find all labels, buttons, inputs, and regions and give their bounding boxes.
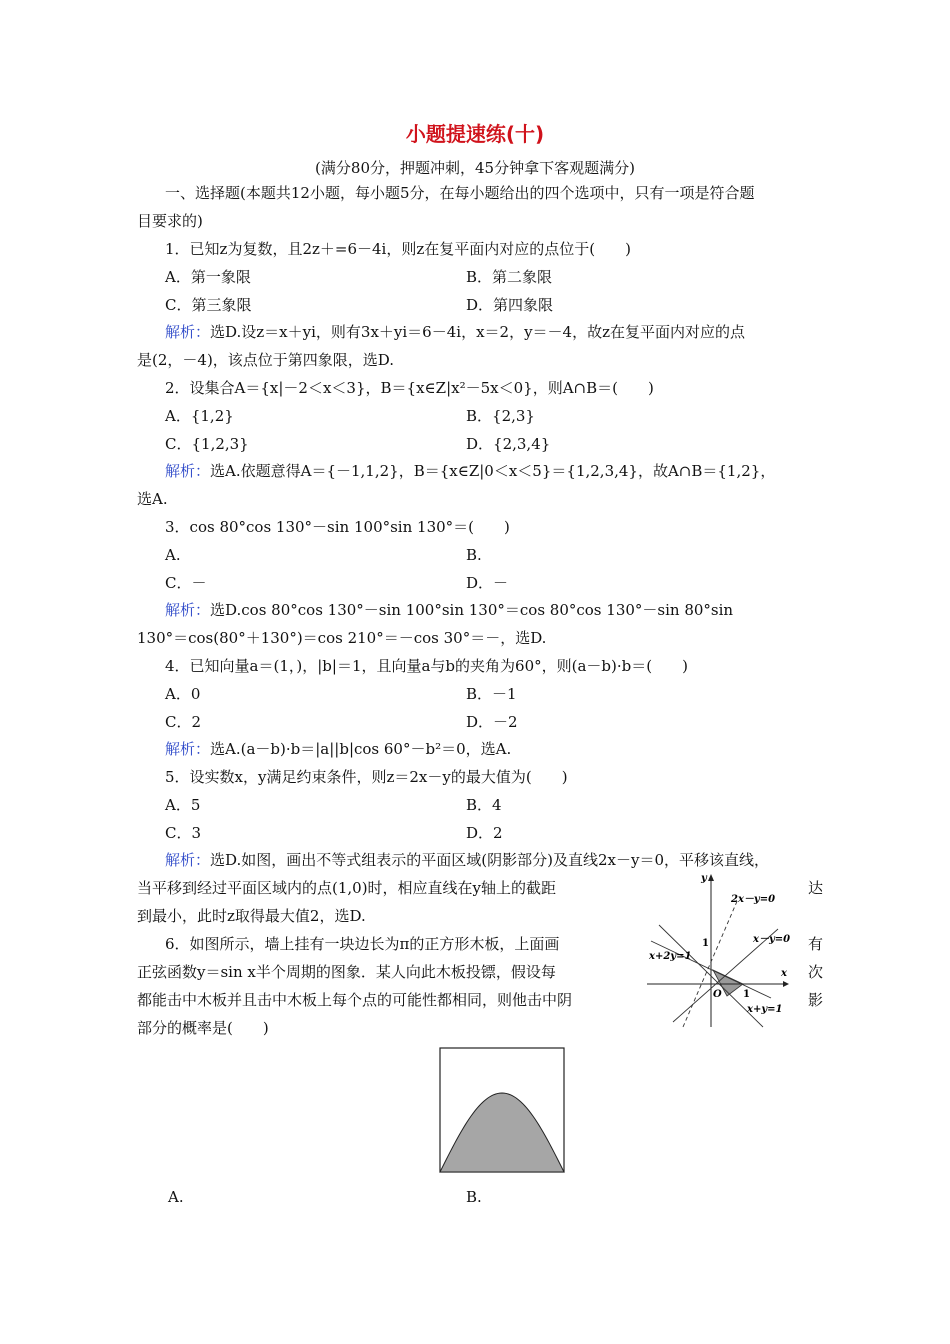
q4-option-d: D．－2 <box>466 713 518 731</box>
q5-solution-end: 到最小，此时z取得最大值2，选D. <box>137 907 366 925</box>
q5-option-b: B．4 <box>466 796 502 814</box>
q3-option-c: C．－ <box>165 574 207 592</box>
line-label-x-y: x－y=0 <box>753 934 791 945</box>
q5-solution-cont: 当平移到经过平面区域内的点(1,0)时，相应直线在y轴上的截距 <box>137 879 557 897</box>
x-tick-1: 1 <box>743 989 750 1000</box>
section-heading-cont: 目要求的) <box>137 212 203 230</box>
q5-solution-text: 选D.如图，画出不等式组表示的平面区域(阴影部分)及直线2x－y＝0，平移该直线， <box>210 851 770 869</box>
q2-stem: 2．设集合A＝{x|－2＜x＜3}，B＝{x∈Z|x²－5x＜0}，则A∩B＝( ) <box>165 379 654 397</box>
y-tick-1: 1 <box>702 938 709 949</box>
line-label-x+2y: x+2y=1 <box>649 951 692 962</box>
q3-stem: 3．cos 80°cos 130°－sin 100°sin 130°＝( ) <box>165 518 510 536</box>
x-axis-label: x <box>781 968 787 979</box>
q3-option-a: A. <box>165 546 181 564</box>
q3-solution-cont: 130°＝cos(80°＋130°)＝cos 210°＝－cos 30°＝－，选D. <box>137 629 547 647</box>
q6-stem-tail: 有 <box>808 935 824 953</box>
q5-option-c: C．3 <box>165 824 202 842</box>
jiexi-label: 解析： <box>165 462 211 480</box>
q1-option-a: A．第一象限 <box>165 268 251 286</box>
q4-option-b: B．－1 <box>466 685 517 703</box>
q5-option-a: A．5 <box>165 796 201 814</box>
q6-stem-end: 部分的概率是( ) <box>137 1019 269 1037</box>
q1-option-b: B．第二象限 <box>466 268 553 286</box>
q1-solution-cont: 是(2，－4)，该点位于第四象限，选D. <box>137 351 395 369</box>
feasible-region-figure <box>643 867 793 1032</box>
page-subtitle: (满分80分，押题冲刺，45分钟拿下客观题满分) <box>315 159 635 177</box>
q6-option-a: A. <box>168 1188 184 1206</box>
x-axis-arrow <box>783 981 789 987</box>
q2-solution-cont: 选A. <box>137 490 168 508</box>
jiexi-label: 解析： <box>165 601 211 619</box>
q3-solution-text: 选D.cos 80°cos 130°－sin 100°sin 130°＝cos 80°cos 130°－sin 80°sin <box>210 601 734 619</box>
q2-option-c: C．{1,2,3} <box>165 435 249 453</box>
y-axis-label: y <box>701 873 707 884</box>
q2-solution <box>165 461 775 481</box>
q6-stem-cont-tail: 次 <box>808 963 824 981</box>
q6-stem-cont2: 都能击中木板并且击中木板上每个点的可能性都相同，则他击中阴 <box>137 991 573 1009</box>
q5-option-d: D．2 <box>466 824 503 842</box>
q1-solution-text: 选D.设z＝x＋yi，则有3x＋yi＝6－4i，x＝2，y＝－4，故z在复平面内对应的点 <box>210 323 745 341</box>
q1-option-c: C．第三象限 <box>165 296 252 314</box>
q2-option-b: B．{2,3} <box>466 407 535 425</box>
jiexi-label: 解析： <box>165 851 211 869</box>
line-label-2x-y: 2x－y=0 <box>731 894 776 905</box>
q4-solution-text: 选A.(a－b)·b＝|a||b|cos 60°－b²＝0，选A. <box>210 740 512 758</box>
q2-option-d: D．{2,3,4} <box>466 435 551 453</box>
jiexi-label: 解析： <box>165 740 211 758</box>
line-label-x+y: x+y=1 <box>747 1004 783 1015</box>
y-axis-arrow <box>708 874 714 881</box>
origin-label: O <box>713 989 722 1000</box>
q6-stem-cont: 正弦函数y＝sin x半个周期的图象．某人向此木板投镖，假设每 <box>137 963 556 981</box>
q1-option-d: D．第四象限 <box>466 296 554 314</box>
q1-solution <box>165 322 745 342</box>
q6-stem: 6．如图所示，墙上挂有一块边长为π的正方形木板，上面画 <box>165 935 560 953</box>
q2-solution-text: 选A.依题意得A＝{－1,1,2}，B＝{x∈Z|0＜x＜5}＝{1,2,3,4}，故A∩B＝{1,2}， <box>210 462 776 480</box>
q4-solution <box>165 739 511 759</box>
q5-stem: 5．设实数x，y满足约束条件，则z＝2x－y的最大值为( ) <box>165 768 568 786</box>
q6-option-b: B. <box>466 1188 482 1206</box>
q4-option-a: A．0 <box>165 685 201 703</box>
q5-solution-tail: 达 <box>808 879 824 897</box>
page-title: 小题提速练(十) <box>405 122 545 146</box>
q3-option-d: D．－ <box>466 574 509 592</box>
sine-board-figure <box>438 1046 568 1176</box>
q4-option-c: C．2 <box>165 713 202 731</box>
q1-stem: 1．已知z为复数，且2z＋=6－4i，则z在复平面内对应的点位于( ) <box>165 240 631 258</box>
section-heading: 一、选择题(本题共12小题，每小题5分，在每小题给出的四个选项中，只有一项是符合题 <box>165 184 755 202</box>
q3-solution <box>165 600 733 620</box>
jiexi-label: 解析： <box>165 323 211 341</box>
q4-stem: 4．已知向量a＝(1，)，|b|＝1，且向量a与b的夹角为60°，则(a－b)·b＝( ) <box>165 657 688 675</box>
q6-stem-cont2-tail: 影 <box>808 991 824 1009</box>
q2-option-a: A．{1,2} <box>165 407 234 425</box>
q3-option-b: B. <box>466 546 482 564</box>
